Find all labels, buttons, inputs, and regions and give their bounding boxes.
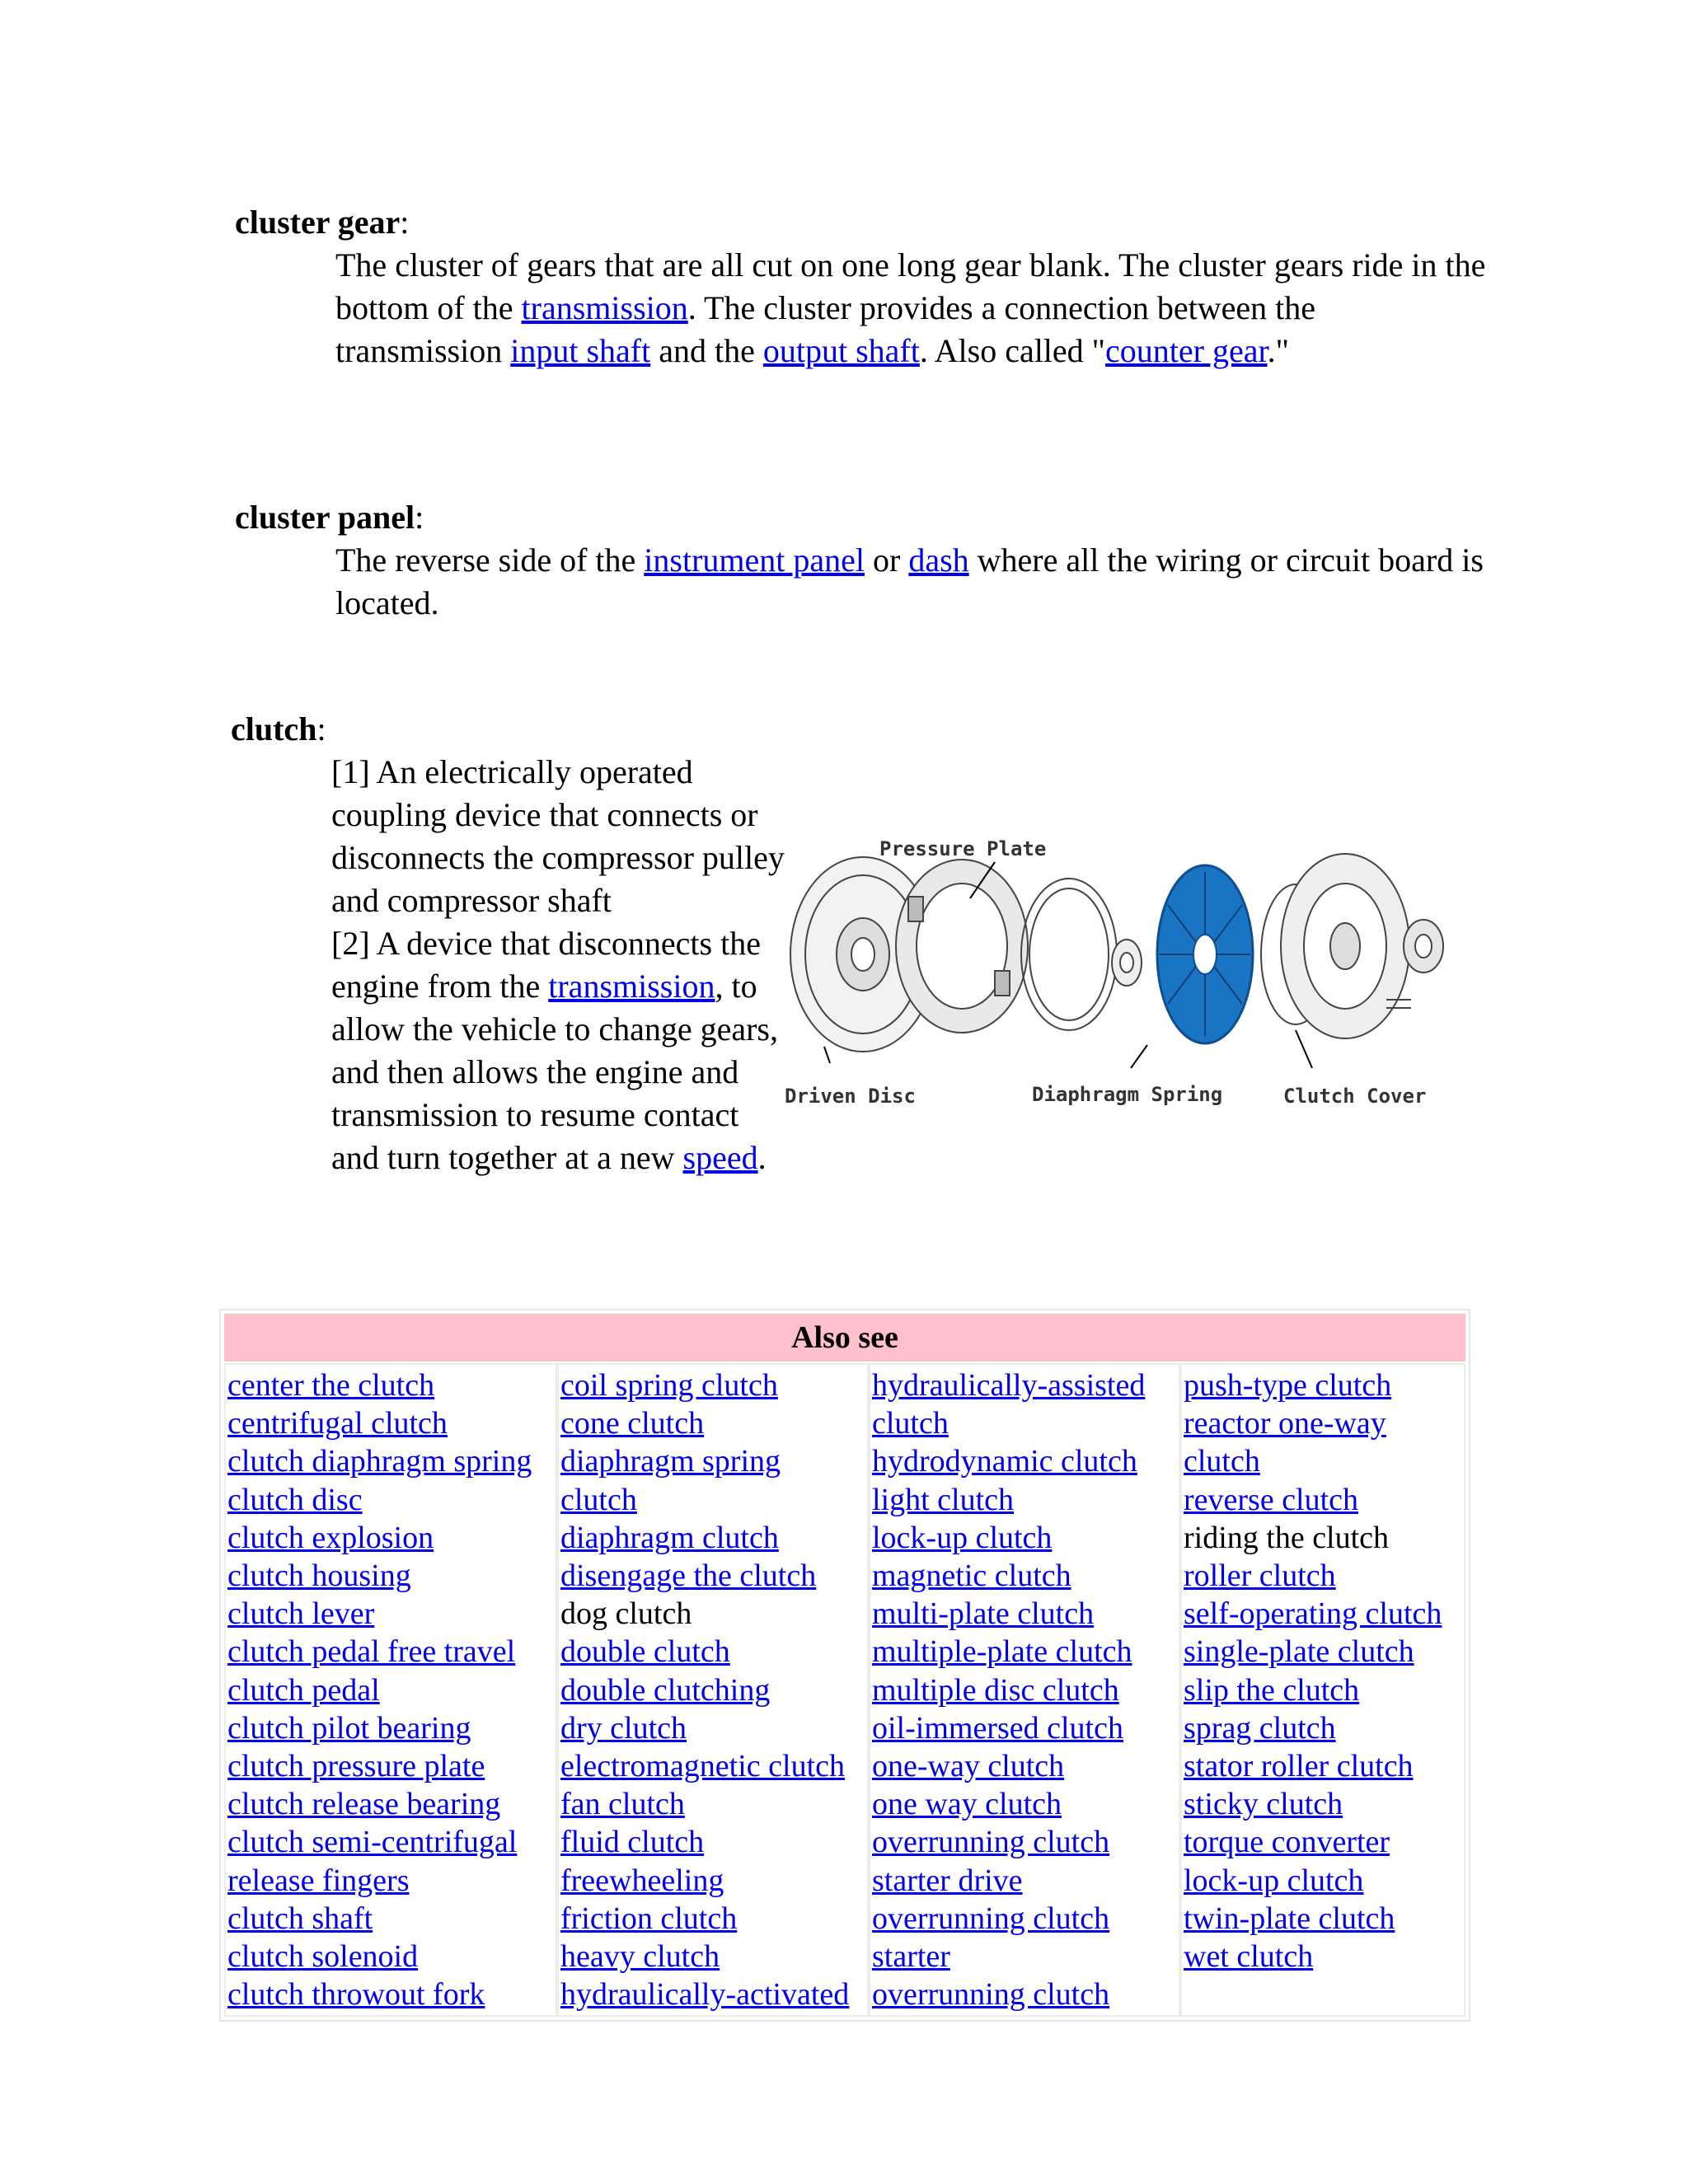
term-heading: cluster panel:: [235, 499, 424, 536]
also-see-item[interactable]: one way clutch: [872, 1787, 1062, 1822]
also-see-item: dog clutch: [560, 1596, 692, 1632]
also-see-item[interactable]: clutch housing: [227, 1558, 411, 1594]
definition-link[interactable]: transmission: [521, 289, 688, 326]
clutch-exploded-diagram: [785, 839, 1452, 1123]
also-see-item[interactable]: torque converter lock-up clutch: [1184, 1825, 1390, 1898]
term-definition: The cluster of gears that are all cut on one long gear blank. The cluster gears ride in the bottom of the transmission. The cluster provides a connection between the transmission input shaft and the output shaft. Also called "counter gear.": [335, 246, 1486, 369]
definition-link[interactable]: input shaft: [510, 332, 651, 369]
also-see-item[interactable]: clutch release bearing: [227, 1787, 501, 1822]
also-see-heading: Also see: [224, 1314, 1465, 1361]
also-see-item[interactable]: freewheeling: [560, 1863, 724, 1898]
also-see-item[interactable]: double clutch: [560, 1634, 730, 1670]
glossary-entry-cluster-gear: [235, 201, 1489, 373]
also-see-item[interactable]: hydraulically-activated: [560, 1977, 850, 2013]
definition-link[interactable]: counter gear: [1105, 332, 1268, 369]
also-see-item[interactable]: clutch explosion: [227, 1520, 434, 1555]
also-see-item[interactable]: heavy clutch: [560, 1939, 720, 1975]
definition-link[interactable]: transmission: [548, 968, 715, 1005]
also-see-item: riding the clutch: [1184, 1520, 1390, 1555]
also-see-item[interactable]: center the clutch: [227, 1368, 435, 1403]
also-see-item[interactable]: clutch throwout fork: [227, 1977, 485, 2013]
term-label: cluster gear: [235, 204, 401, 241]
also-see-item[interactable]: clutch disc: [227, 1482, 363, 1517]
also-see-item[interactable]: wet clutch: [1184, 1939, 1314, 1975]
also-see-item[interactable]: friction clutch: [560, 1900, 738, 1936]
also-see-item[interactable]: centrifugal clutch: [227, 1406, 448, 1441]
also-see-table: [219, 1309, 1470, 2022]
also-see-item[interactable]: multi-plate clutch: [872, 1596, 1095, 1632]
also-see-item[interactable]: cone clutch: [560, 1406, 705, 1441]
term-heading: cluster gear:: [235, 204, 410, 241]
also-see-item[interactable]: clutch solenoid: [227, 1939, 419, 1975]
also-see-item[interactable]: clutch pilot bearing: [227, 1710, 471, 1746]
also-see-item[interactable]: clutch pedal free travel: [227, 1634, 516, 1670]
also-see-item[interactable]: overrunning clutch: [872, 1977, 1110, 2013]
also-see-item[interactable]: reverse clutch: [1184, 1482, 1359, 1517]
also-see-column-4: [1180, 1363, 1465, 2017]
also-see-column-1: [224, 1363, 557, 2017]
also-see-item[interactable]: double clutching: [560, 1672, 771, 1708]
also-see-item[interactable]: disengage the clutch: [560, 1558, 817, 1594]
also-see-item[interactable]: self-operating clutch: [1184, 1596, 1442, 1632]
label-diaphragm-spring: Diaphragm Spring: [1032, 1083, 1223, 1106]
term-label: cluster panel: [235, 499, 415, 536]
also-see-item[interactable]: clutch pressure plate: [227, 1749, 485, 1784]
also-see-item[interactable]: sticky clutch: [1184, 1787, 1343, 1822]
also-see-item[interactable]: single-plate clutch: [1184, 1634, 1414, 1670]
also-see-item[interactable]: electromagnetic clutch: [560, 1749, 845, 1784]
also-see-item[interactable]: overrunning clutch starter drive: [872, 1825, 1110, 1898]
also-see-item[interactable]: diaphragm spring clutch: [560, 1444, 781, 1517]
also-see-columns: [224, 1363, 1465, 2017]
term-definition: The reverse side of the instrument panel or dash where all the wiring or circuit board is located.: [335, 541, 1484, 621]
glossary-entry-clutch: [231, 708, 793, 1179]
also-see-item[interactable]: lock-up clutch: [872, 1520, 1053, 1555]
definition-link[interactable]: instrument panel: [644, 541, 865, 579]
also-see-item[interactable]: diaphragm clutch: [560, 1520, 779, 1555]
also-see-item[interactable]: push-type clutch: [1184, 1368, 1392, 1403]
also-see-item[interactable]: slip the clutch: [1184, 1672, 1360, 1708]
definition-link[interactable]: output shaft: [762, 332, 920, 369]
also-see-item[interactable]: clutch pedal: [227, 1672, 380, 1708]
also-see-item[interactable]: sprag clutch: [1184, 1710, 1336, 1746]
term-label: clutch: [231, 710, 317, 748]
also-see-item[interactable]: one-way clutch: [872, 1749, 1065, 1784]
also-see-column-3: [869, 1363, 1180, 2017]
glossary-entry-cluster-panel: [235, 496, 1489, 625]
also-see-item[interactable]: hydraulically-assisted clutch: [872, 1368, 1146, 1441]
also-see-item[interactable]: clutch shaft: [227, 1900, 373, 1936]
definition-link[interactable]: dash: [908, 541, 969, 579]
definition-link[interactable]: speed: [682, 1139, 758, 1176]
also-see-item[interactable]: dry clutch: [560, 1710, 687, 1746]
term-heading: clutch:: [231, 710, 326, 748]
also-see-item[interactable]: twin-plate clutch: [1184, 1900, 1395, 1936]
also-see-item[interactable]: fan clutch: [560, 1787, 685, 1822]
label-clutch-cover: Clutch Cover: [1283, 1085, 1427, 1108]
also-see-item[interactable]: fluid clutch: [560, 1825, 705, 1860]
also-see-item[interactable]: overrunning clutch starter: [872, 1900, 1110, 1975]
also-see-item[interactable]: magnetic clutch: [872, 1558, 1071, 1594]
label-pressure-plate: Pressure Plate: [879, 839, 1047, 860]
also-see-item[interactable]: light clutch: [872, 1482, 1015, 1517]
also-see-item[interactable]: multiple-plate clutch: [872, 1634, 1132, 1670]
term-definition: [1] An electrically operated coupling device that connects or disconnects the compressor pulley and compressor shaft [2] A device that disconnects the engine from the transmission, to allow the vehicle to change gears, and then allows the engine and transmission to resume contact and turn together at a new speed.: [331, 753, 785, 1176]
also-see-item[interactable]: reactor one-way clutch: [1184, 1406, 1386, 1479]
also-see-item[interactable]: roller clutch: [1184, 1558, 1336, 1594]
also-see-item[interactable]: clutch semi-centrifugal release fingers: [227, 1825, 518, 1898]
also-see-item[interactable]: multiple disc clutch: [872, 1672, 1119, 1708]
label-driven-disc: Driven Disc: [785, 1085, 916, 1108]
also-see-item[interactable]: stator roller clutch: [1184, 1749, 1414, 1784]
also-see-item[interactable]: coil spring clutch: [560, 1368, 778, 1403]
also-see-item[interactable]: hydrodynamic clutch: [872, 1444, 1137, 1479]
also-see-column-2: [557, 1363, 869, 2017]
also-see-item[interactable]: clutch diaphragm spring: [227, 1444, 532, 1479]
also-see-item[interactable]: oil-immersed clutch: [872, 1710, 1123, 1746]
also-see-item[interactable]: clutch lever: [227, 1596, 375, 1632]
